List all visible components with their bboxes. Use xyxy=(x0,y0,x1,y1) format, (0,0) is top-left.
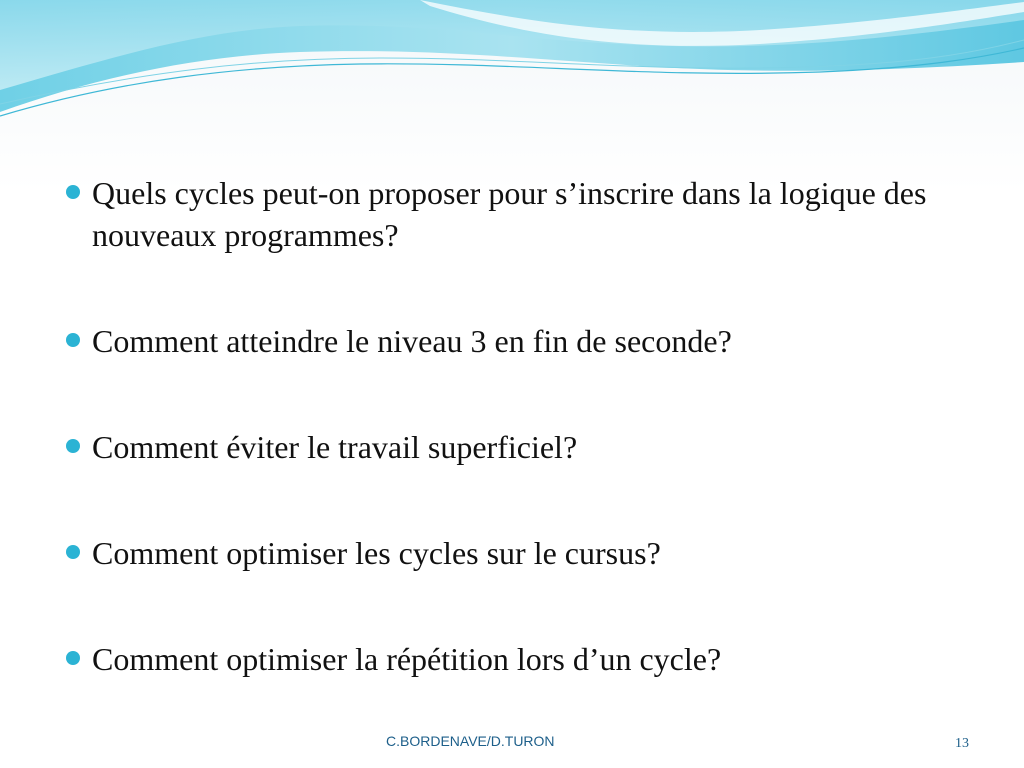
bullet-text: Comment atteindre le niveau 3 en fin de seconde? xyxy=(92,323,732,359)
bullet-item-repetition xyxy=(60,638,960,680)
bullet-item-cycles xyxy=(60,172,960,256)
bullet-text: Quels cycles peut-on proposer pour s’inscrire dans la logique des nouveaux programmes? xyxy=(92,175,927,253)
bullet-item-travail xyxy=(60,426,960,468)
bullet-item-cursus xyxy=(60,532,960,574)
page-number: 13 xyxy=(955,736,969,751)
bullet-text: Comment éviter le travail superficiel? xyxy=(92,429,578,465)
bullet-dot-icon xyxy=(66,185,80,199)
header-wave-decoration xyxy=(0,0,1024,130)
bullet-list xyxy=(60,172,960,680)
bullet-dot-icon xyxy=(66,651,80,665)
bullet-dot-icon xyxy=(66,439,80,453)
bullet-item-niveau xyxy=(60,320,960,362)
bullet-text: Comment optimiser la répétition lors d’un cycle? xyxy=(92,641,722,677)
bullet-text: Comment optimiser les cycles sur le cursus? xyxy=(92,535,661,571)
footer-authors: C.BORDENAVE/D.TURON xyxy=(386,733,555,749)
bullet-dot-icon xyxy=(66,545,80,559)
bullet-dot-icon xyxy=(66,333,80,347)
